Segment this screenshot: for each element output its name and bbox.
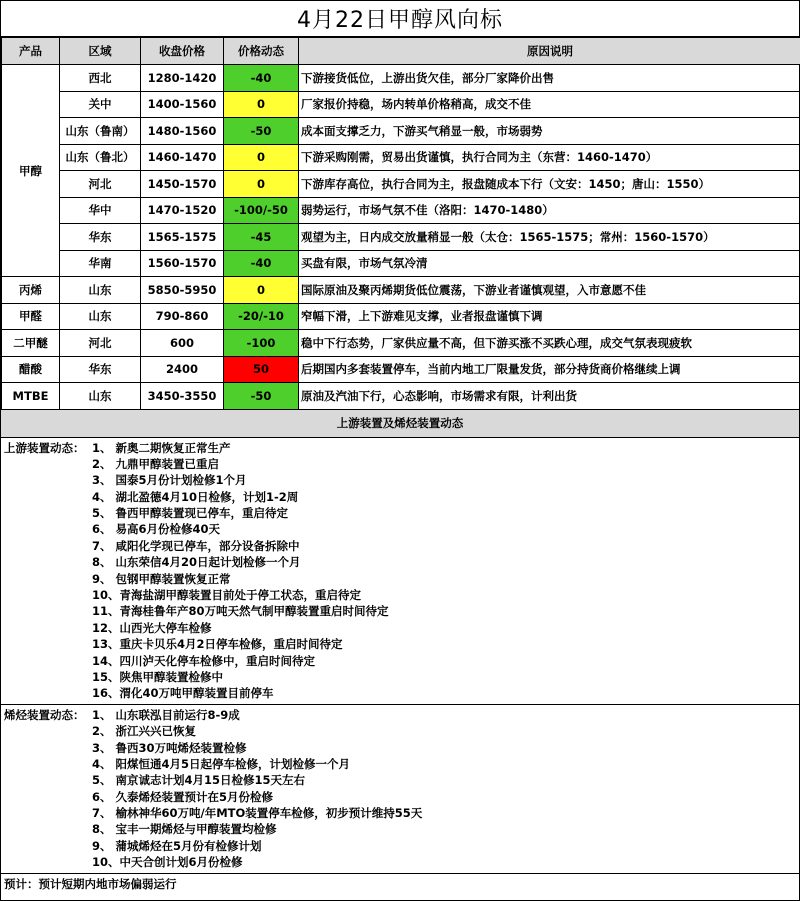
price-table bbox=[1, 37, 800, 410]
region-cell: 华南 bbox=[60, 250, 141, 277]
change-cell: -20/-10 bbox=[224, 303, 299, 330]
price-cell: 5850-5950 bbox=[141, 277, 224, 304]
table-row bbox=[2, 91, 800, 118]
reason-cell: 厂家报价持稳，场内转单价格稍高，成交不佳 bbox=[299, 91, 800, 118]
olefin-label: 烯烃装置动态： bbox=[4, 707, 85, 722]
list-item bbox=[4, 669, 796, 685]
list-item-text: 9、 包钢甲醇装置恢复正常 bbox=[92, 571, 231, 586]
region-cell: 河北 bbox=[60, 330, 141, 357]
list-item-text: 14、四川泸天化停车检修中，重启时间待定 bbox=[92, 653, 316, 668]
region-cell: 华东 bbox=[60, 356, 141, 383]
product-cell: 醋酸 bbox=[2, 356, 60, 383]
list-item bbox=[4, 554, 796, 570]
product-cell: 丙烯 bbox=[2, 277, 60, 304]
list-item-text: 16、渭化40万吨甲醇装置目前停车 bbox=[92, 686, 274, 701]
change-cell: -100 bbox=[224, 330, 299, 357]
forecast-text: 预计：预计短期内地市场偏弱运行 bbox=[4, 876, 177, 891]
olefin-block bbox=[1, 705, 799, 874]
table-row bbox=[2, 356, 800, 383]
price-cell: 1460-1470 bbox=[141, 144, 224, 171]
list-item bbox=[4, 685, 796, 701]
list-item-text: 3、 鲁西30万吨烯烃装置检修 bbox=[92, 740, 247, 755]
product-cell: 二甲醚 bbox=[2, 330, 60, 357]
list-item bbox=[4, 538, 796, 554]
header-change: 价格动态 bbox=[224, 38, 299, 65]
price-cell: 1565-1575 bbox=[141, 224, 224, 251]
list-item-text: 3、 国泰5月份计划检修1个月 bbox=[92, 473, 247, 488]
change-cell: -50 bbox=[224, 383, 299, 410]
list-item-text: 1、 山东联泓目前运行8-9成 bbox=[92, 707, 240, 722]
change-cell: -40 bbox=[224, 250, 299, 277]
region-cell: 山东 bbox=[60, 383, 141, 410]
list-item bbox=[4, 521, 796, 537]
table-row bbox=[2, 144, 800, 171]
header-product: 产品 bbox=[2, 38, 60, 65]
reason-cell: 国际原油及聚丙烯期货低位震荡，下游业者谨慎观望，入市意愿不佳 bbox=[299, 277, 800, 304]
list-item-text: 8、 宝丰一期烯烃与甲醇装置均检修 bbox=[92, 822, 277, 837]
reason-cell: 下游接货低位，上游出货欠佳，部分厂家降价出售 bbox=[299, 65, 800, 92]
region-cell: 山东 bbox=[60, 303, 141, 330]
list-item bbox=[4, 756, 796, 772]
list-item-text: 6、 久泰烯烃装置预计在5月份检修 bbox=[92, 789, 274, 804]
header-region: 区域 bbox=[60, 38, 141, 65]
upstream-block bbox=[1, 438, 799, 705]
region-cell: 华东 bbox=[60, 224, 141, 251]
product-cell: 甲醇 bbox=[2, 65, 60, 277]
list-item bbox=[4, 440, 796, 456]
list-item bbox=[4, 707, 796, 723]
list-item-text: 13、重庆卡贝乐4月2日停车检修，重启时间待定 bbox=[92, 637, 343, 652]
list-item bbox=[4, 772, 796, 788]
list-item bbox=[4, 505, 796, 521]
change-cell: 0 bbox=[224, 277, 299, 304]
list-item bbox=[4, 854, 796, 870]
list-item-text: 10、青海盐湖甲醇装置目前处于停工状态，重启待定 bbox=[92, 588, 362, 603]
list-item-text: 4、 阳煤恒通4月5日起停车检修，计划检修一个月 bbox=[92, 756, 351, 771]
change-cell: 0 bbox=[224, 171, 299, 198]
page-title: 4月22日甲醇风向标 bbox=[1, 1, 799, 37]
price-cell: 1560-1570 bbox=[141, 250, 224, 277]
table-row bbox=[2, 250, 800, 277]
reason-cell: 弱势运行，市场气氛不佳（洛阳：1470-1480） bbox=[299, 197, 800, 224]
list-item bbox=[4, 636, 796, 652]
reason-cell: 下游库存高位，执行合同为主，报盘随成本下行（文安：1450；唐山：1550） bbox=[299, 171, 800, 198]
list-item-text: 2、 浙江兴兴已恢复 bbox=[92, 724, 197, 739]
list-item-text: 12、山西光大停车检修 bbox=[92, 620, 212, 635]
price-cell: 1400-1560 bbox=[141, 91, 224, 118]
table-row bbox=[2, 118, 800, 145]
list-item-text: 5、 南京诚志计划4月15日检修15天左右 bbox=[92, 773, 306, 788]
price-cell: 790-860 bbox=[141, 303, 224, 330]
table-row bbox=[2, 383, 800, 410]
change-cell: 50 bbox=[224, 356, 299, 383]
list-item bbox=[4, 805, 796, 821]
list-item-text: 7、 榆林神华60万吨/年MTO装置停车检修，初步预计维持55天 bbox=[92, 806, 423, 821]
change-cell: 0 bbox=[224, 144, 299, 171]
change-cell: -50 bbox=[224, 118, 299, 145]
list-item-text: 1、 新奥二期恢复正常生产 bbox=[92, 440, 231, 455]
table-row bbox=[2, 303, 800, 330]
change-cell: -45 bbox=[224, 224, 299, 251]
header-price: 收盘价格 bbox=[141, 38, 224, 65]
reason-cell: 买盘有限，市场气氛冷清 bbox=[299, 250, 800, 277]
list-item-text: 11、青海桂鲁年产80万吨天然气制甲醇装置重启时间待定 bbox=[92, 604, 389, 619]
region-cell: 关中 bbox=[60, 91, 141, 118]
reason-cell: 后期国内多套装置停车，当前内地工厂限量发货，部分持货商价格继续上调 bbox=[299, 356, 800, 383]
table-row bbox=[2, 197, 800, 224]
list-item-text: 15、陕焦甲醇装置检修中 bbox=[92, 669, 224, 684]
region-cell: 山东（鲁南） bbox=[60, 118, 141, 145]
change-cell: -40 bbox=[224, 65, 299, 92]
reason-cell: 窄幅下滑，上下游难见支撑，业者报盘谨慎下调 bbox=[299, 303, 800, 330]
list-item bbox=[4, 603, 796, 619]
table-row bbox=[2, 171, 800, 198]
product-cell: 甲醛 bbox=[2, 303, 60, 330]
list-item bbox=[4, 472, 796, 488]
list-item bbox=[4, 789, 796, 805]
list-item-text: 5、 鲁西甲醇装置现已停车，重启待定 bbox=[92, 506, 289, 521]
list-item bbox=[4, 489, 796, 505]
reason-cell: 原油及汽油下行，心态影响，市场需求有限，计利出货 bbox=[299, 383, 800, 410]
price-cell: 2400 bbox=[141, 356, 224, 383]
price-cell: 1480-1560 bbox=[141, 118, 224, 145]
table-header-row bbox=[2, 38, 800, 65]
reason-cell: 成本面支撑乏力，下游买气稍显一般，市场弱势 bbox=[299, 118, 800, 145]
list-item-text: 6、 易高6月份检修40天 bbox=[92, 522, 221, 537]
region-cell: 山东（鲁北） bbox=[60, 144, 141, 171]
list-item bbox=[4, 838, 796, 854]
list-item bbox=[4, 740, 796, 756]
list-item bbox=[4, 620, 796, 636]
reason-cell: 观望为主，日内成交放量稍显一般（太仓：1565-1575；常州：1560-1570） bbox=[299, 224, 800, 251]
table-row bbox=[2, 65, 800, 92]
list-item-text: 9、 蒲城烯烃在5月份有检修计划 bbox=[92, 838, 262, 853]
region-cell: 华中 bbox=[60, 197, 141, 224]
list-item bbox=[4, 821, 796, 837]
region-cell: 河北 bbox=[60, 171, 141, 198]
upstream-label: 上游装置动态： bbox=[4, 440, 85, 455]
list-item-text: 10、中天合创计划6月份检修 bbox=[92, 855, 243, 870]
list-item-text: 4、 湖北盈德4月10日检修，计划1-2周 bbox=[92, 489, 299, 504]
list-item bbox=[4, 723, 796, 739]
list-item bbox=[4, 571, 796, 587]
price-cell: 1470-1520 bbox=[141, 197, 224, 224]
reason-cell: 下游采购刚需，贸易出货谨慎，执行合同为主（东营：1460-1470） bbox=[299, 144, 800, 171]
change-cell: 0 bbox=[224, 91, 299, 118]
list-item-text: 8、 山东荣信4月20日起计划检修一个月 bbox=[92, 555, 301, 570]
region-cell: 山东 bbox=[60, 277, 141, 304]
list-item bbox=[4, 587, 796, 603]
region-cell: 西北 bbox=[60, 65, 141, 92]
list-item bbox=[4, 456, 796, 472]
reason-cell: 稳中下行态势，厂家供应量不高，但下游买涨不买跌心理，成交气氛表现疲软 bbox=[299, 330, 800, 357]
list-item-text: 7、 咸阳化学现已停车，部分设备拆除中 bbox=[92, 538, 300, 553]
header-reason: 原因说明 bbox=[299, 38, 800, 65]
price-cell: 1280-1420 bbox=[141, 65, 224, 92]
change-cell: -100/-50 bbox=[224, 197, 299, 224]
section-title: 上游装置及烯烃装置动态 bbox=[1, 410, 799, 438]
price-cell: 600 bbox=[141, 330, 224, 357]
list-item-text: 2、 九鼎甲醇装置已重启 bbox=[92, 456, 220, 471]
product-cell: MTBE bbox=[2, 383, 60, 410]
table-row bbox=[2, 330, 800, 357]
table-row bbox=[2, 277, 800, 304]
price-cell: 3450-3550 bbox=[141, 383, 224, 410]
table-row bbox=[2, 224, 800, 251]
list-item bbox=[4, 653, 796, 669]
price-cell: 1450-1570 bbox=[141, 171, 224, 198]
